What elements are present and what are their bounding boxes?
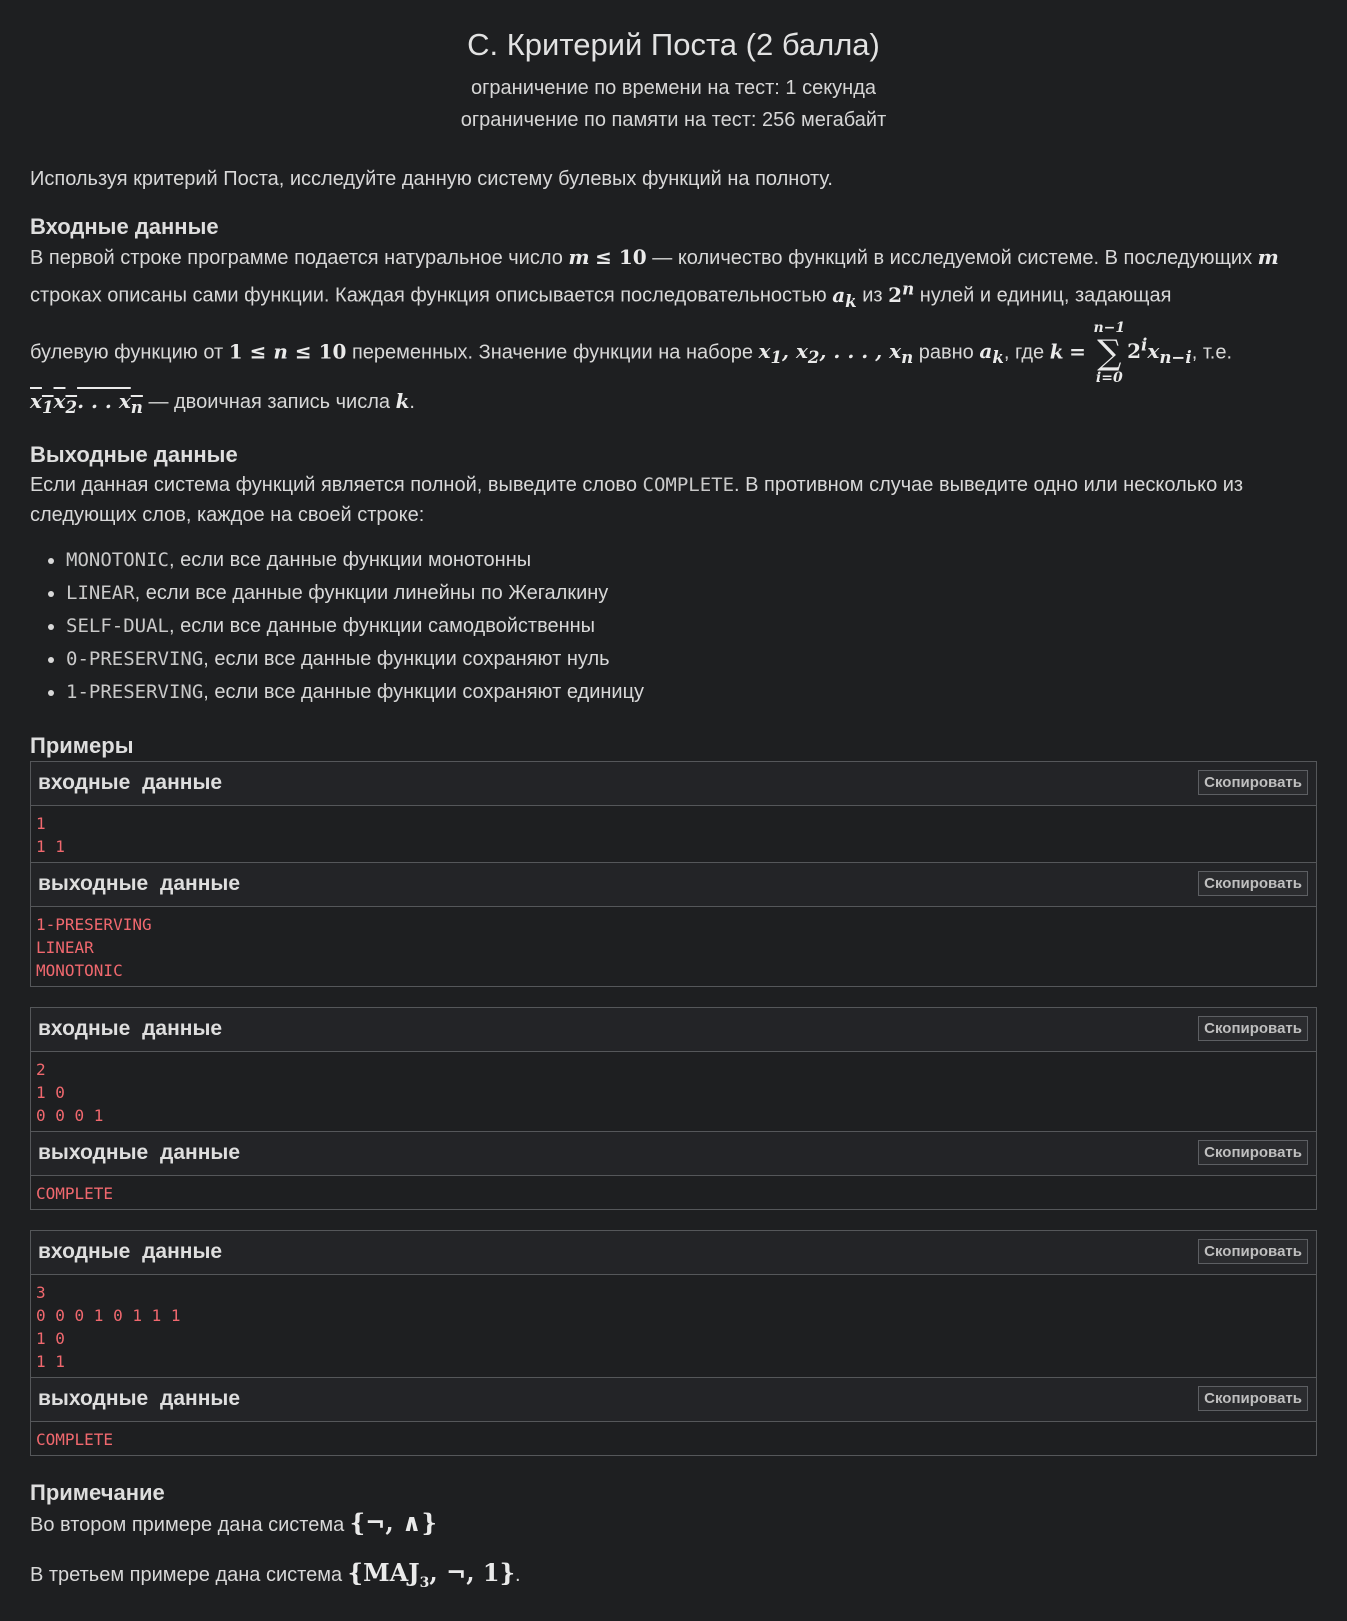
test-line: 1 0 xyxy=(36,1328,65,1348)
test-line: 3 xyxy=(36,1282,46,1302)
time-limit: ограничение по времени на тест: 1 секунда xyxy=(470,77,877,99)
test-line: 2 xyxy=(36,1059,46,1079)
copy-output-button[interactable]: Скопировать xyxy=(1198,871,1308,896)
sample-test xyxy=(30,1007,1317,1210)
output-label: выходные данные xyxy=(38,871,241,895)
output-label: выходные данные xyxy=(38,1140,241,1164)
test-line: 1 1 xyxy=(36,1351,65,1371)
test-line: 1-PRESERVING xyxy=(36,914,152,934)
copy-output-button[interactable]: Скопировать xyxy=(1198,1386,1308,1411)
output-content xyxy=(31,1176,1316,1209)
test-line: 1 0 xyxy=(36,1082,65,1102)
test-line: 0 0 0 1 0 1 1 1 xyxy=(36,1305,181,1325)
sample-test xyxy=(30,761,1317,987)
test-line: MONOTONIC xyxy=(36,960,123,980)
output-content xyxy=(31,1422,1316,1455)
test-line: 1 1 xyxy=(36,836,65,856)
input-content xyxy=(31,806,1316,863)
copy-input-button[interactable]: Скопировать xyxy=(1198,770,1308,795)
list-item: • 1-PRESERVING, если все данные функции сохраняют единицу xyxy=(66,676,1317,709)
note-line-2: В третьем примере дана система {$MAJ_3$, ¬, 1}. xyxy=(30,1557,521,1591)
list-item: • 0-PRESERVING, если все данные функции сохраняют нуль xyxy=(66,643,1317,676)
problem-title: C. Критерий Поста (2 балла) xyxy=(467,27,880,62)
input-label: входные данные xyxy=(38,1239,223,1263)
input-label: входные данные xyxy=(38,770,223,794)
output-header xyxy=(31,1132,1316,1176)
input-spec-text: В первой строке программе подается натуральное число m ≤ 10 — количество функций в исследуемой системе. В последующих m строках описаны сами функции. Каждая функция описывается последовательностью $a_k$ из 2$^n$ нулей и единиц, задающая булевую функцию от 1 ≤ n ≤ 10 переменных. Значение функции на наборе $x_1$, $x_2$, . . . , $x_n$ равно $a_k$, где k = n−1 ∑ i=0 $2^ix_{n-i}$, т.е. $x_1x_2$. . . $x_n$ — двоичная запись числа k. xyxy=(30,245,1279,417)
output-spec-heading: Выходные данные xyxy=(30,441,238,467)
copy-input-button[interactable]: Скопировать xyxy=(1198,1239,1308,1264)
sample-test xyxy=(30,1230,1317,1456)
note-heading: Примечание xyxy=(30,1479,165,1505)
input-content xyxy=(31,1275,1316,1378)
output-spec-text: Если данная система функций является полной, выведите слово COMPLETE. В противном случае выведите одно или несколько из следующих слов, каждое на своей строке: xyxy=(30,473,1244,526)
input-spec-heading: Входные данные xyxy=(30,214,219,239)
memory-limit: ограничение по памяти на тест: 256 мегабайт xyxy=(460,109,887,131)
output-header xyxy=(31,1378,1316,1422)
sum-symbol: n−1 ∑ i=0 xyxy=(1093,319,1126,386)
input-content xyxy=(31,1052,1316,1132)
note-line-1: Во втором примере дана система {¬, ∧} xyxy=(30,1507,437,1537)
list-item: • SELF-DUAL, если все данные функции самодвойственны xyxy=(66,610,1317,643)
input-header xyxy=(31,1231,1316,1275)
test-line: COMPLETE xyxy=(36,1183,114,1203)
copy-input-button[interactable]: Скопировать xyxy=(1198,1016,1308,1041)
input-header xyxy=(31,1008,1316,1052)
output-word-list xyxy=(30,544,1317,709)
problem-legend: Используя критерий Поста, исследуйте данную систему булевых функций на полноту. xyxy=(30,168,833,190)
list-item: • LINEAR, если все данные функции линейны по Жегалкину xyxy=(66,577,1317,610)
test-line: 1 xyxy=(36,813,46,833)
test-line: 0 0 0 1 xyxy=(36,1105,104,1125)
test-line: LINEAR xyxy=(36,937,94,957)
input-header xyxy=(31,762,1316,806)
list-item: • MONOTONIC, если все данные функции монотонны xyxy=(66,544,1317,577)
output-label: выходные данные xyxy=(38,1386,241,1410)
output-content xyxy=(31,907,1316,986)
copy-output-button[interactable]: Скопировать xyxy=(1198,1140,1308,1165)
examples-heading: Примеры xyxy=(30,732,134,758)
test-line: COMPLETE xyxy=(36,1429,114,1449)
output-header xyxy=(31,863,1316,907)
examples-container xyxy=(30,761,1317,1456)
input-label: входные данные xyxy=(38,1016,223,1040)
